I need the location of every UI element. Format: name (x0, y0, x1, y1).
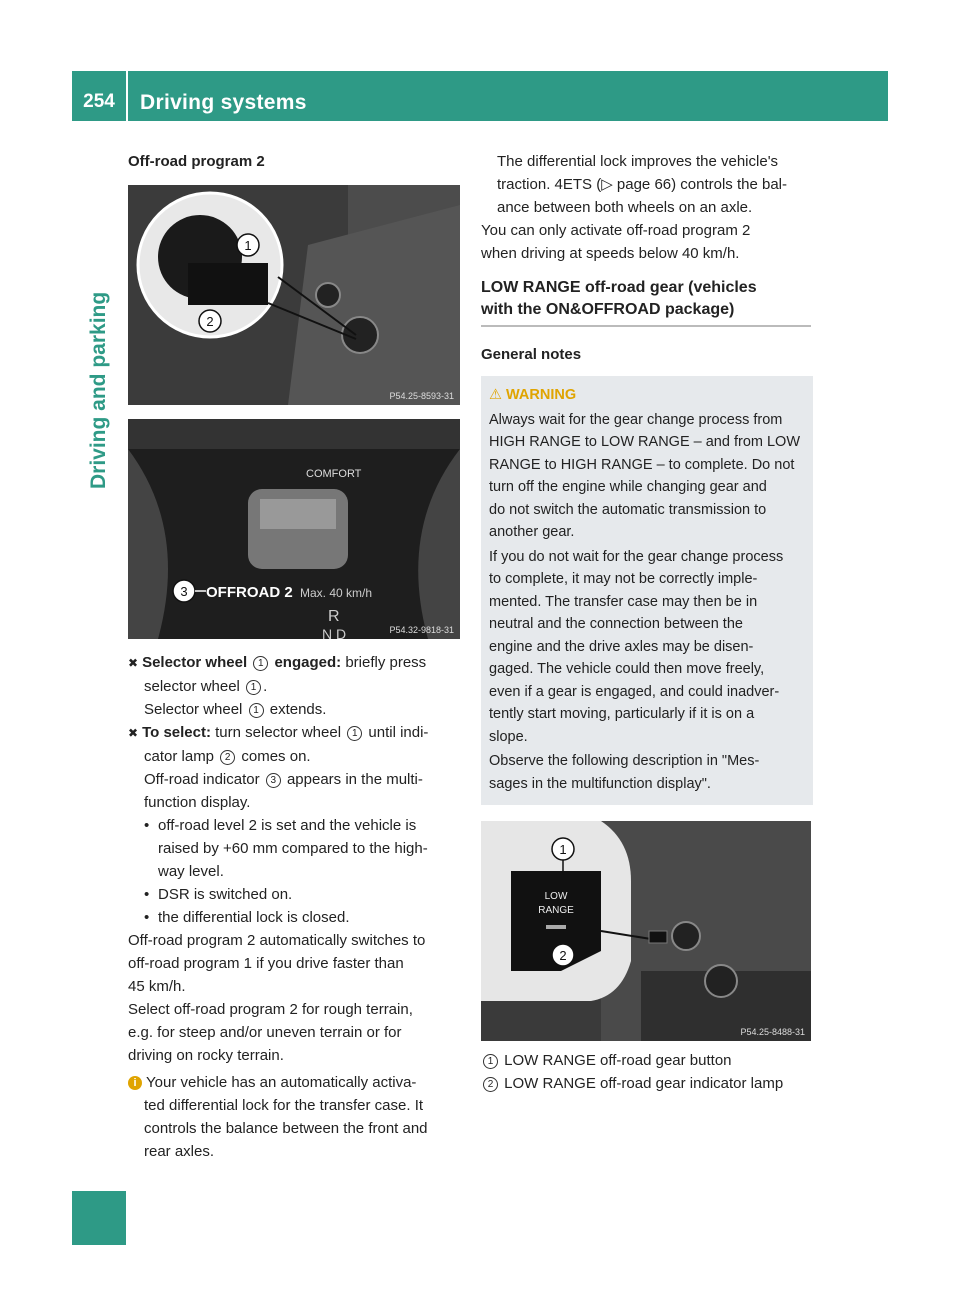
num-1-icon: 1 (483, 1054, 498, 1069)
selector-wheel-photo (128, 185, 460, 405)
num-1-icon: 1 (246, 680, 261, 695)
text-line: do not switch the automatic transmission to (489, 501, 767, 518)
step-2 (128, 721, 460, 814)
text-line: RANGE to HIGH RANGE – to complete. Do not (489, 456, 795, 473)
step-text: extends. (269, 701, 327, 718)
step-text: until indi- (368, 724, 429, 741)
subsection-title: General notes (481, 346, 582, 363)
warning-label: WARNING (506, 387, 577, 403)
step-text: appears in the multi- (286, 771, 423, 788)
image-code: P54.32-9818-31 (389, 625, 454, 635)
list-item (128, 906, 460, 929)
warning-paragraph (489, 409, 805, 544)
num-1-icon: 1 (253, 656, 268, 671)
heading-line: LOW RANGE off-road gear (vehicles (481, 279, 757, 296)
text-line: driving on rocky terrain. (128, 1047, 284, 1064)
arrow-icon: ✖ (128, 656, 139, 670)
step-label-2: engaged: (274, 654, 342, 671)
speed-limit: Max. 40 km/h (300, 586, 373, 600)
list-text: way level. (158, 863, 224, 880)
info-note (128, 1071, 460, 1163)
list-text: raised by +60 mm compared to the high- (158, 840, 428, 857)
list-item (128, 814, 460, 837)
legend (481, 1049, 813, 1095)
arrow-icon: ✖ (128, 726, 139, 740)
bullet-icon: • (144, 909, 150, 926)
section-heading (481, 277, 811, 327)
text-line: turn off the engine while changing gear and (489, 479, 767, 495)
warning-paragraph (489, 750, 805, 795)
num-1-icon: 1 (347, 726, 362, 741)
image-code: P54.25-8593-31 (389, 391, 454, 401)
paragraph (481, 219, 813, 265)
text-line: controls the balance between the front and (144, 1120, 428, 1137)
num-2-icon: 2 (220, 750, 235, 765)
text-line: Select off-road program 2 for rough terrain, (128, 1001, 413, 1018)
low-label: LOW (544, 891, 568, 902)
text-line: ted differential lock for the transfer case. It (144, 1097, 424, 1114)
callout-1: 1 (559, 842, 567, 857)
step-text: Off-road indicator (144, 771, 260, 788)
legend-text: LOW RANGE off-road gear indicator lamp (504, 1075, 784, 1092)
side-tab-marker (72, 1191, 126, 1245)
text-line: You can only activate off-road program 2 (481, 222, 751, 239)
low-range-illustration (481, 821, 811, 1041)
legend-item (481, 1049, 813, 1072)
side-tab (72, 121, 126, 1302)
step-text: . (263, 678, 268, 695)
legend-text: LOW RANGE off-road gear button (504, 1052, 732, 1069)
range-label: RANGE (538, 905, 574, 916)
text-line: 45 km/h. (128, 978, 186, 995)
text-line: If you do not wait for the gear change process (489, 548, 784, 565)
warning-title (489, 384, 805, 407)
gear-nd: N D (322, 626, 347, 639)
side-tab-label: Driving and parking (87, 291, 110, 489)
section-title: Off-road program 2 (128, 153, 265, 170)
callout-2: 2 (206, 314, 214, 329)
text-line: neutral and the connection between the (489, 616, 743, 632)
header-divider (126, 71, 128, 121)
step-text: Selector wheel (144, 701, 243, 718)
bullet-icon: • (144, 817, 150, 834)
text-line: off-road program 1 if you drive faster than (128, 955, 404, 972)
text-line: when driving at speeds below 40 km/h. (481, 245, 740, 262)
step-text: selector wheel (144, 678, 240, 695)
text-line: HIGH RANGE to LOW RANGE – and from LOW (489, 434, 801, 450)
text-line: The differential lock improves the vehicle's (497, 153, 779, 170)
low-range-photo (481, 821, 811, 1041)
num-3-icon: 3 (266, 773, 281, 788)
info-continued (481, 150, 813, 219)
list-text: the differential lock is closed. (158, 909, 350, 926)
paragraph (128, 998, 460, 1067)
list-text: off-road level 2 is set and the vehicle is (158, 817, 417, 834)
text-line: Your vehicle has an automatically activa- (146, 1074, 417, 1091)
text-line: mented. The transfer case may then be in (489, 593, 758, 610)
warning-icon: ⚠ (489, 387, 502, 403)
list-item (128, 883, 460, 906)
right-column (481, 150, 813, 1095)
step-text: briefly press (345, 654, 427, 671)
text-line: sages in the multifunction display". (489, 775, 711, 792)
left-column (128, 150, 460, 1163)
gear-r: R (328, 608, 340, 625)
step-text: turn selector wheel (215, 724, 342, 741)
step-text: cator lamp (144, 748, 215, 765)
text-line: slope. (489, 728, 528, 745)
text-line: ance between both wheels on an axle. (497, 199, 753, 216)
bullet-icon: • (144, 886, 150, 903)
num-2-icon: 2 (483, 1077, 498, 1092)
text-line: Always wait for the gear change process from (489, 411, 783, 428)
text-line: Off-road program 2 automatically switches to (128, 932, 426, 949)
step-text: comes on. (241, 748, 311, 765)
step-1 (128, 651, 460, 721)
page-number: 254 (83, 91, 115, 112)
legend-item (481, 1072, 813, 1095)
step-text: function display. (144, 794, 251, 811)
text-line: even if a gear is engaged, and could inadver- (489, 683, 780, 700)
instrument-cluster-photo (128, 419, 460, 639)
callout-1: 1 (244, 238, 252, 253)
text-line: gaged. The vehicle could then move freely, (489, 661, 765, 677)
text-line: rear axles. (144, 1143, 215, 1160)
header-title: Driving systems (140, 91, 307, 114)
heading-line: with the ON&OFFROAD package) (481, 301, 735, 318)
text-line: tently start moving, particularly if it is on a (489, 706, 755, 722)
callout-2: 2 (559, 948, 567, 963)
text-line: e.g. for steep and/or uneven terrain or for (128, 1024, 402, 1041)
offroad-indicator: OFFROAD 2 (206, 584, 293, 601)
num-1-icon: 1 (249, 703, 264, 718)
text-line: to complete, it may not be correctly imple- (489, 571, 758, 587)
text-line: traction. 4ETS (▷ page 66) controls the bal- (497, 176, 788, 193)
text-line: another gear. (489, 524, 575, 540)
bullet-list (128, 814, 460, 929)
paragraph (128, 929, 460, 998)
selector-wheel-illustration (128, 185, 460, 405)
image-code: P54.25-8488-31 (740, 1027, 805, 1037)
info-icon: i (128, 1076, 142, 1090)
warning-paragraph (489, 546, 805, 749)
text-line: Observe the following description in "Mes- (489, 753, 760, 769)
text-line: engine and the drive axles may be disen- (489, 638, 754, 655)
list-text: DSR is switched on. (158, 886, 293, 903)
comfort-label: COMFORT (306, 468, 362, 480)
instrument-cluster-illustration (128, 419, 460, 639)
warning-box (481, 376, 813, 805)
step-label: Selector wheel (142, 654, 248, 671)
callout-3: 3 (180, 584, 188, 599)
step-label: To select: (142, 724, 211, 741)
